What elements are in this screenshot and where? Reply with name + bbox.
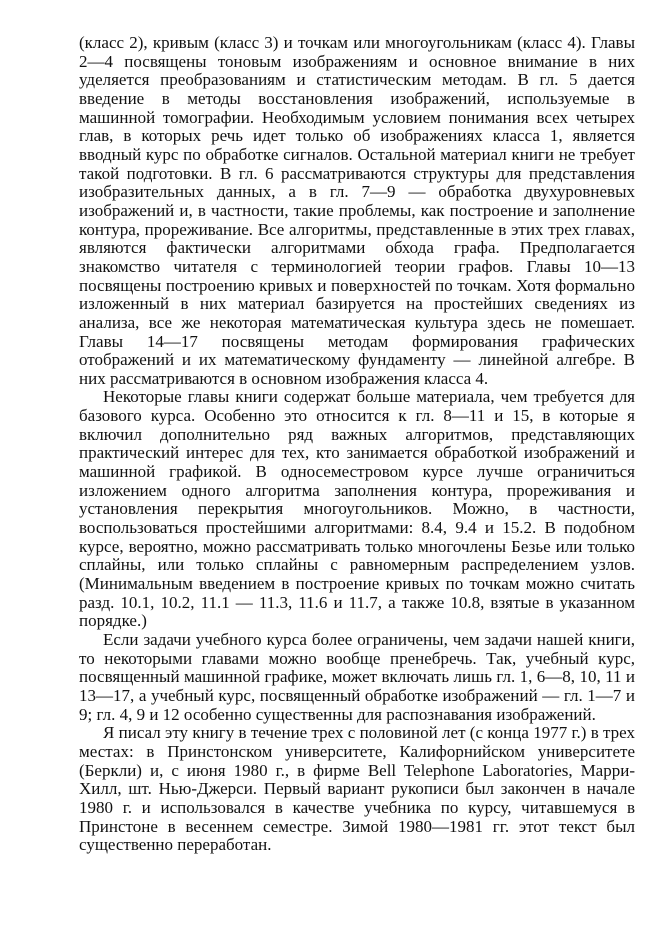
paragraph-course-options: Если задачи учебного курса более ограничены, чем задачи нашей книги, то некоторыми главами можно вообще пренебречь. Так, учебный курс, посвященный машинной графике, может включать лишь гл. 1, 6—8, 10, 11 и 13—17, а учебный курс, посвященный обработке изображений — гл. 1—7 и 9; гл. 4, 9 и 12 особенно существенны для распознавания изображений. <box>79 630 635 724</box>
paragraph-base-course: Некоторые главы книги содержат больше материала, чем требуется для базового курса. Особенно это относится к гл. 8—11 и 15, в которые я включил дополнительно ряд важных алгоритмов, представляющих практический интерес для тех, кто занимается обработкой изображений и машинной графикой. В односеместровом курсе лучше ограничиться изложением одного алгоритма заполнения контура, прореживания и установления перекрытия многоугольников. Можно, в частности, воспользоваться простейшими алгоритмами: 8.4, 9.4 и 15.2. В подобном курсе, вероятно, можно рассматривать только многочлены Безье или только сплайны, или только сплайны с равномерным распределением узлов. (Минимальным введением в построение кривых по точкам можно считать разд. 10.1, 10.2, 11.1 — 11.3, 11.6 и 11.7, а также 10.8, взятые в указанном порядке.) <box>79 387 635 631</box>
paragraph-writing-history: Я писал эту книгу в течение трех с половиной лет (с конца 1977 г.) в трех местах: в Принстонском университете, Калифорнийском университете (Беркли) и, с июня 1980 г., в фирме Bell Telephone Laboratories, Марри-Хилл, шт. Нью-Джерси. Первый вариант рукописи был закончен в начале 1980 г. и использовался в качестве учебника по курсу, читавшемуся в Принстоне в весеннем семестре. Зимой 1980—1981 гг. этот текст был существенно переработан. <box>79 723 635 855</box>
page-body <box>79 34 635 855</box>
paragraph-book-overview: (класс 2), кривым (класс 3) и точкам или многоугольникам (класс 4). Главы 2—4 посвящены тоновым изображениям и основное внимание в них уделяется преобразованиям и статистическим методам. В гл. 5 дается введение в методы восстановления изображений, используемые в машинной томографии. Необходимым условием понимания всех четырех глав, в которых речь идет только об изображениях класса 1, является вводный курс по обработке сигналов. Остальной материал книги не требует такой подготовки. В гл. 6 рассматриваются структуры для представления изобразительных данных, а в гл. 7—9 — обработка двухуровневых изображений и, в частности, такие проблемы, как построение и заполнение контура, прореживание. Все алгоритмы, представленные в этих трех главах, являются фактически алгоритмами обхода графа. Предполагается знакомство читателя с терминологией теории графов. Главы 10—13 посвящены построению кривых и поверхностей по точкам. Хотя формально изложенный в них материал базируется на простейших сведениях из анализа, все же некоторая математическая культура здесь не помешает. Главы 14—17 посвящены методам формирования графических отображений и их математическому фундаменту — линейной алгебре. В них рассматриваются в основном изображения класса 4. <box>79 33 635 388</box>
